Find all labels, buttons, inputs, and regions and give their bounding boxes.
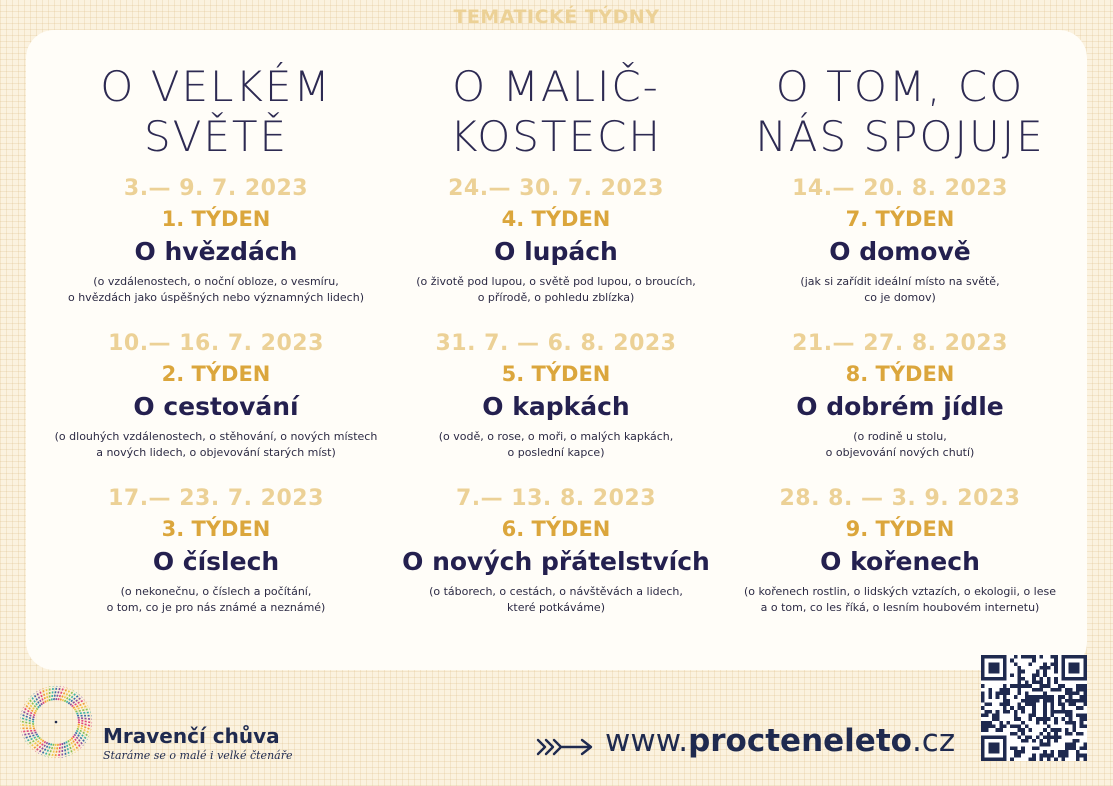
week-date: 31. 7. — 6. 8. 2023 <box>435 331 677 356</box>
week-date: 3.— 9. 7. 2023 <box>123 176 309 201</box>
url-prefix: www. <box>605 723 689 759</box>
banner-title: TEMATICKÉ TÝDNY <box>453 6 660 28</box>
week-date: 28. 8. — 3. 9. 2023 <box>779 486 1021 511</box>
week-number: 1. TÝDEN <box>161 207 271 231</box>
week-number: 7. TÝDEN <box>845 207 955 231</box>
column-title-line1: O MALIČ- <box>452 62 660 111</box>
week-title: O hvězdách <box>134 237 298 266</box>
brand-tagline: Staráme se o malé i velké čtenáře <box>103 749 293 762</box>
week-description <box>391 429 721 461</box>
week-description-line2: o objevování nových chutí) <box>825 446 975 459</box>
arrow-icon <box>536 734 596 760</box>
week-description-line1: (o nekonečnu, o číslech a počítání, <box>120 585 312 598</box>
week-description-line1: (o kořenech rostlin, o lidských vztazích, o ekologii, o lese <box>743 585 1057 598</box>
column-title-line2: NÁS SPOJUJE <box>755 112 1045 161</box>
week-description-line2: o přírodě, o pohledu zblízka) <box>477 291 635 304</box>
week-number: 3. TÝDEN <box>161 517 271 541</box>
week-description-line1: (o rodině u stolu, <box>853 430 947 443</box>
week-description-line2: které potkáváme) <box>507 601 605 614</box>
week-description <box>735 584 1065 616</box>
week-number: 2. TÝDEN <box>161 362 271 386</box>
column-1 <box>51 62 381 639</box>
week-number: 5. TÝDEN <box>501 362 611 386</box>
column-title-line2: SVĚTĚ <box>143 112 289 161</box>
week-card <box>391 329 721 484</box>
column-title <box>51 62 381 174</box>
url-domain: procteneleto <box>688 723 912 759</box>
week-date: 14.— 20. 8. 2023 <box>792 176 1008 201</box>
week-description-line2: a o tom, co les říká, o lesním houbovém internetu) <box>760 601 1040 614</box>
week-card <box>51 174 381 329</box>
week-description <box>51 274 381 306</box>
week-title: O kořenech <box>820 547 980 576</box>
week-title: O nových přátelstvích <box>402 547 710 576</box>
week-number: 6. TÝDEN <box>501 517 611 541</box>
week-date: 24.— 30. 7. 2023 <box>448 176 664 201</box>
week-card <box>391 174 721 329</box>
week-description <box>391 584 721 616</box>
week-date: 21.— 27. 8. 2023 <box>792 331 1008 356</box>
week-description-line2: o poslední kapce) <box>507 446 605 459</box>
week-description-line1: (o táborech, o cestách, o návštěvách a lidech, <box>429 585 683 598</box>
column-title <box>391 62 721 174</box>
week-description-line2: a nových lidech, o objevování starých míst) <box>96 446 336 459</box>
week-description <box>51 429 381 461</box>
week-card <box>735 484 1065 639</box>
week-description <box>51 584 381 616</box>
week-number: 4. TÝDEN <box>501 207 611 231</box>
week-description-line1: (o životě pod lupou, o světě pod lupou, o broucích, <box>416 275 696 288</box>
website-link[interactable] <box>605 723 955 759</box>
week-date: 17.— 23. 7. 2023 <box>108 486 324 511</box>
column-title <box>735 62 1065 174</box>
week-title: O lupách <box>494 237 618 266</box>
column-title-line1: O VELKÉM <box>100 62 332 111</box>
column-2 <box>391 62 721 639</box>
week-description-line1: (jak si zařídit ideální místo na světě, <box>800 275 1000 288</box>
week-description <box>391 274 721 306</box>
week-description-line1: (o dlouhých vzdálenostech, o stěhování, o nových místech <box>54 430 378 443</box>
week-title: O cestování <box>133 392 299 421</box>
ant-ring-logo-icon <box>18 684 94 760</box>
week-title: O kapkách <box>482 392 630 421</box>
week-card <box>735 174 1065 329</box>
week-description <box>735 429 1065 461</box>
week-date: 10.— 16. 7. 2023 <box>108 331 324 356</box>
column-title-line1: O TOM, CO <box>775 62 1025 111</box>
week-description-line2: o tom, co je pro nás známé a neznámé) <box>106 601 326 614</box>
week-title: O domově <box>829 237 971 266</box>
week-description-line2: co je domov) <box>864 291 936 304</box>
week-description <box>735 274 1065 306</box>
column-title-line2: KOSTECH <box>449 112 663 161</box>
url-suffix: .cz <box>911 723 956 759</box>
week-card <box>391 484 721 639</box>
qr-code-icon[interactable] <box>981 655 1087 761</box>
week-description-line2: o hvězdách jako úspěšných nebo významných lidech) <box>67 291 364 304</box>
week-number: 8. TÝDEN <box>845 362 955 386</box>
week-title: O číslech <box>152 547 280 576</box>
brand-name: Mravenčí chůva <box>103 724 280 748</box>
week-title: O dobrém jídle <box>796 392 1004 421</box>
week-card <box>51 329 381 484</box>
week-description-line1: (o vzdálenostech, o noční obloze, o vesmíru, <box>93 275 339 288</box>
week-number: 9. TÝDEN <box>845 517 955 541</box>
week-description-line1: (o vodě, o rose, o moři, o malých kapkách, <box>438 430 674 443</box>
column-3 <box>735 62 1065 639</box>
week-card <box>735 329 1065 484</box>
week-date: 7.— 13. 8. 2023 <box>455 486 656 511</box>
week-card <box>51 484 381 639</box>
